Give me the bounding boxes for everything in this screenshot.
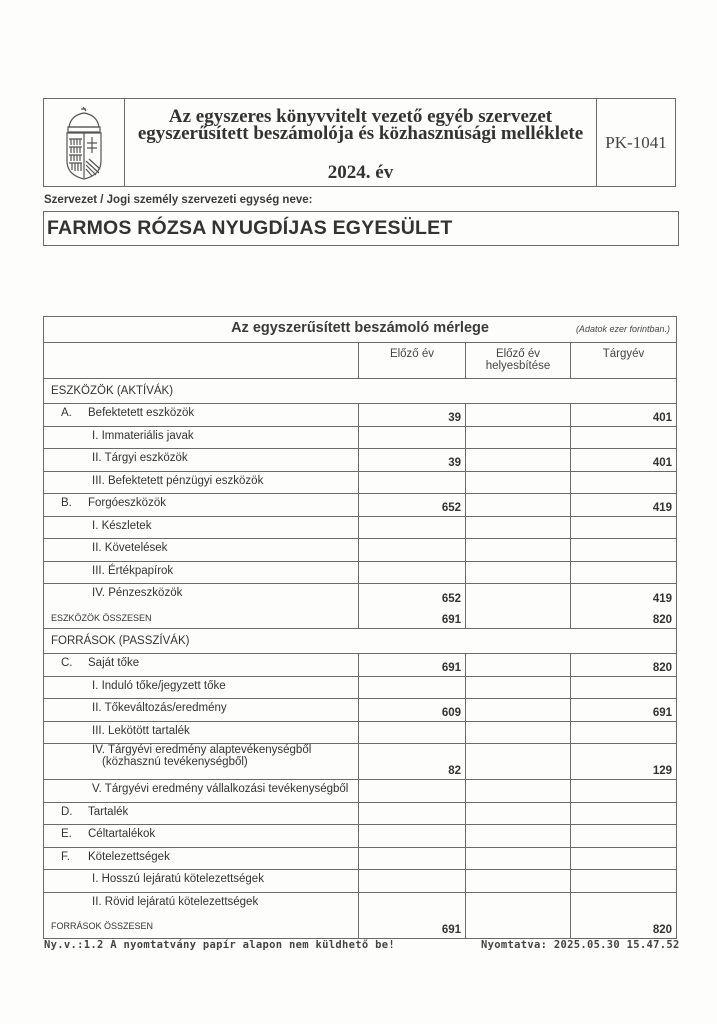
table-row — [44, 584, 676, 607]
organization-label: Szervezet / Jogi személy szervezeti egység neve: — [44, 194, 313, 206]
table-title: Az egyszerűsített beszámoló mérlege — [231, 320, 489, 336]
value-current-year: 820 — [652, 661, 672, 674]
table-row — [44, 654, 676, 677]
table-row — [44, 870, 676, 893]
row-label: I. Hosszú lejáratú kötelezettségek — [92, 873, 264, 885]
title-line-1: Az egyszeres könyvvitelt vezető egyéb szervezet — [168, 106, 553, 127]
table-row — [44, 722, 676, 745]
column-header-correction-line1: Előző év — [495, 348, 541, 360]
value-current-year: 691 — [652, 706, 672, 719]
table-row — [44, 825, 676, 848]
value-current-year: 820 — [652, 923, 672, 936]
title-line-2: egyszerűsített beszámolója és közhasznúsági melléklete — [137, 123, 584, 144]
value-prev-year: 652 — [441, 501, 461, 514]
table-title-row — [44, 317, 676, 343]
table-row — [44, 893, 676, 916]
row-label: II. Tárgyi eszközök — [92, 452, 188, 464]
table-row — [44, 472, 676, 495]
row-letter: C. — [61, 657, 73, 669]
value-prev-year: 691 — [441, 661, 461, 674]
row-label: V. Tárgyévi eredmény vállalkozási tevékenységből — [92, 783, 349, 795]
row-label: Tartalék — [88, 805, 129, 818]
row-label: I. Immateriális javak — [92, 429, 194, 442]
organization-name: FARMOS RÓZSA NYUGDÍJAS EGYESÜLET — [43, 211, 679, 246]
table-row — [44, 517, 676, 540]
row-label: III. Lekötött tartalék — [92, 724, 190, 737]
form-title — [125, 99, 596, 186]
row-label: I. Készletek — [92, 519, 152, 532]
column-header-label — [44, 343, 358, 378]
liabilities-section-header — [44, 629, 676, 654]
liabilities-total-row — [44, 915, 676, 938]
section-label: ESZKÖZÖK (AKTÍVÁK) — [51, 385, 174, 397]
row-label: II. Követelések — [92, 542, 168, 554]
row-label: IV. Tárgyévi eredmény alaptevékenységből (közhasznú tevékenységből) — [92, 744, 312, 768]
row-label: ESZKÖZÖK ÖSSZESEN — [51, 612, 152, 623]
value-prev-year: 691 — [441, 923, 461, 936]
value-current-year: 419 — [652, 501, 672, 514]
value-prev-year: 609 — [441, 706, 461, 719]
value-current-year: 419 — [652, 592, 672, 605]
column-header-row — [44, 343, 676, 379]
form-header — [43, 98, 676, 187]
row-letter: D. — [61, 805, 73, 818]
footer-version-note: Ny.v.:1.2 A nyomtatvány papír alapon nem küldhető be! — [44, 939, 395, 951]
unit-note: (Adatok ezer forintban.) — [575, 324, 670, 334]
table-row — [44, 562, 676, 585]
row-label: III. Befektetett pénzügyi eszközök — [92, 474, 264, 487]
row-letter: A. — [61, 407, 72, 419]
footer-print-timestamp: Nyomtatva: 2025.05.30 15.47.52 — [481, 939, 680, 951]
report-year: 2024. év — [327, 162, 394, 183]
row-label: Forgóeszközök — [88, 497, 166, 509]
row-letter: B. — [61, 497, 72, 509]
table-row — [44, 699, 676, 722]
form-code: PK-1041 — [596, 99, 675, 186]
table-row — [44, 494, 676, 517]
table-row — [44, 744, 676, 780]
column-header-prev-year: Előző év — [358, 343, 465, 378]
value-current-year: 129 — [652, 765, 672, 777]
row-label: Befektetett eszközök — [88, 407, 195, 419]
table-row — [44, 780, 676, 803]
balance-sheet-table — [43, 316, 677, 939]
column-header-correction-line2: helyesbítése — [485, 360, 551, 372]
value-prev-year: 39 — [448, 411, 461, 424]
assets-total-row — [44, 607, 676, 630]
row-letter: F. — [61, 850, 70, 863]
table-row — [44, 404, 676, 427]
table-row — [44, 677, 676, 700]
row-label: Céltartalékok — [88, 828, 156, 840]
value-prev-year: 82 — [448, 765, 461, 777]
column-header-correction — [465, 343, 570, 378]
value-prev-year: 691 — [441, 614, 461, 626]
table-row — [44, 449, 676, 472]
row-label: Saját tőke — [88, 657, 140, 669]
section-label: FORRÁSOK (PASSZÍVÁK) — [51, 635, 190, 647]
row-label: IV. Pénzeszközök — [92, 587, 183, 599]
table-row — [44, 848, 676, 871]
row-label: I. Induló tőke/jegyzett tőke — [92, 679, 226, 692]
value-current-year: 820 — [652, 614, 672, 626]
value-current-year: 401 — [652, 411, 672, 424]
row-letter: E. — [61, 828, 72, 840]
table-row — [44, 803, 676, 826]
column-header-current-year: Tárgyév — [570, 343, 676, 378]
table-row — [44, 427, 676, 450]
row-label: III. Értékpapírok — [92, 564, 174, 577]
row-label: II. Rövid lejáratú kötelezettségek — [92, 895, 259, 908]
row-label: Kötelezettségek — [88, 850, 170, 863]
value-current-year: 401 — [652, 456, 672, 469]
coat-of-arms-icon — [44, 99, 125, 186]
value-prev-year: 652 — [441, 592, 461, 605]
table-row — [44, 539, 676, 562]
row-label: FORRÁSOK ÖSSZESEN — [51, 921, 154, 931]
row-label: II. Tőkeváltozás/eredmény — [92, 702, 227, 714]
value-prev-year: 39 — [448, 456, 461, 469]
assets-section-header — [44, 379, 676, 404]
